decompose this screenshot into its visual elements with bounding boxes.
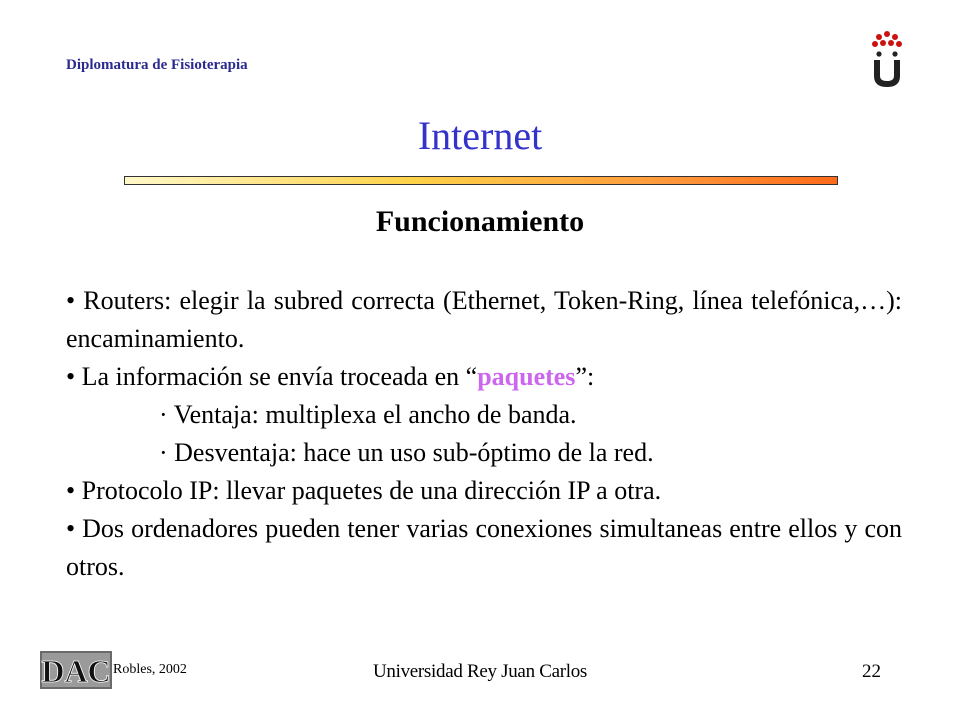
footer-institution: Universidad Rey Juan Carlos bbox=[372, 661, 588, 682]
page-number: 22 bbox=[862, 661, 881, 682]
bullet-protocolo-ip: • Protocolo IP: llevar paquetes de una dirección IP a otra. bbox=[66, 476, 662, 505]
bullet-conexiones: • Dos ordenadores pueden tener varias conexiones simultaneas entre ellos y con otros. bbox=[66, 514, 902, 581]
university-logo-icon bbox=[870, 30, 904, 90]
title-underline-bar bbox=[124, 176, 838, 185]
highlight-paquetes: paquetes bbox=[477, 362, 576, 391]
footer-author: Robles, 2002 bbox=[113, 662, 187, 677]
bullet-paquetes bbox=[66, 358, 902, 396]
sub-item-ventaja: · Ventaja: multiplexa el ancho de banda. bbox=[159, 400, 577, 429]
bullet-routers: • Routers: elegir la subred correcta (Ethernet, Token-Ring, línea telefónica,…): encaminamiento. bbox=[66, 286, 902, 353]
slide-subtitle: Funcionamiento bbox=[375, 205, 585, 238]
bullet-paquetes-end: ”: bbox=[575, 362, 595, 391]
header-organization: Diplomatura de Fisioterapia bbox=[66, 57, 248, 73]
slide-title: Internet bbox=[417, 113, 543, 158]
sub-item-desventaja: · Desventaja: hace un uso sub-óptimo de la red. bbox=[159, 438, 654, 467]
dac-logo-text: DAC bbox=[41, 653, 111, 689]
bullet-paquetes-text: • La información se envía troceada en “ bbox=[66, 362, 478, 391]
slide-body bbox=[66, 282, 902, 586]
